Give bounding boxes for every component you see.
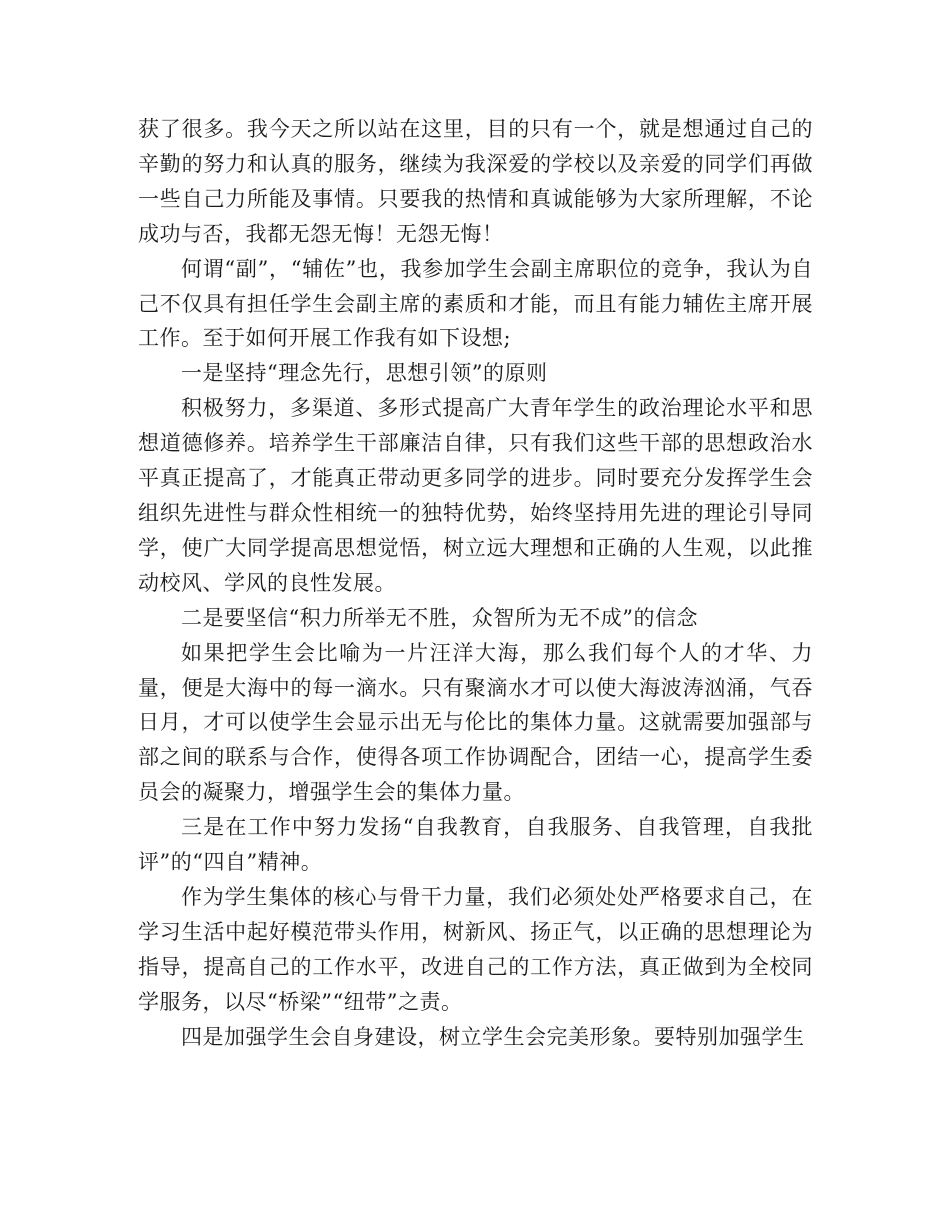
paragraph-4: 积极努力，多渠道、多形式提高广大青年学生的政治理论水平和思想道德修养。培养学生干部廉洁自律，只有我们这些干部的思想政治水平真正提高了，才能真正带动更多同学的进步。同时要充分发挥学生会组织先进性与群众性相统一的独特优势，始终坚持用先进的理论引导同学，使广大同学提高思想觉悟，树立远大理想和正确的人生观，以此推动校风、学风的良性发展。 bbox=[138, 396, 813, 595]
document-body bbox=[138, 112, 813, 1054]
paragraph-9: 四是加强学生会自身建设，树立学生会完美形象。要特别加强学生 bbox=[181, 1024, 805, 1049]
paragraph-3-heading: 一是坚持“理念先行，思想引领”的原则 bbox=[181, 361, 548, 386]
paragraph-2: 何谓“副”，“辅佐”也，我参加学生会副主席职位的竞争，我认为自己不仅具有担任学生会副主席的素质和才能，而且有能力辅佐主席开展工作。至于如何开展工作我有如下设想; bbox=[138, 256, 813, 351]
paragraph-1: 获了很多。我今天之所以站在这里，目的只有一个，就是想通过自己的辛勤的努力和认真的服务，继续为我深爱的学校以及亲爱的同学们再做一些自己力所能及事情。只要我的热情和真诚能够为大家所理解，不论成功与否，我都无怨无悔！无怨无悔！ bbox=[138, 117, 813, 246]
paragraph-6: 如果把学生会比喻为一片汪洋大海，那么我们每个人的才华、力量，便是大海中的每一滴水。只有聚滴水才可以使大海波涛汹涌，气吞日月，才可以使学生会显示出无与伦比的集体力量。这就需要加强部与部之间的联系与合作，使得各项工作协调配合，团结一心，提高学生委员会的凝聚力，增强学生会的集体力量。 bbox=[138, 640, 813, 805]
paragraph-5-heading: 二是要坚信“积力所举无不胜，众智所为无不成”的信念 bbox=[181, 605, 698, 630]
paragraph-7-heading: 三是在工作中努力发扬“自我教育，自我服务、自我管理，自我批评”的“四自”精神。 bbox=[138, 815, 813, 875]
paragraph-8: 作为学生集体的核心与骨干力量，我们必须处处严格要求自己，在学习生活中起好模范带头作用，树新风、扬正气，以正确的思想理论为指导，提高自己的工作水平，改进自己的工作方法，真正做到为全校同学服务，以尽“桥梁”“纽带”之责。 bbox=[138, 884, 813, 1014]
